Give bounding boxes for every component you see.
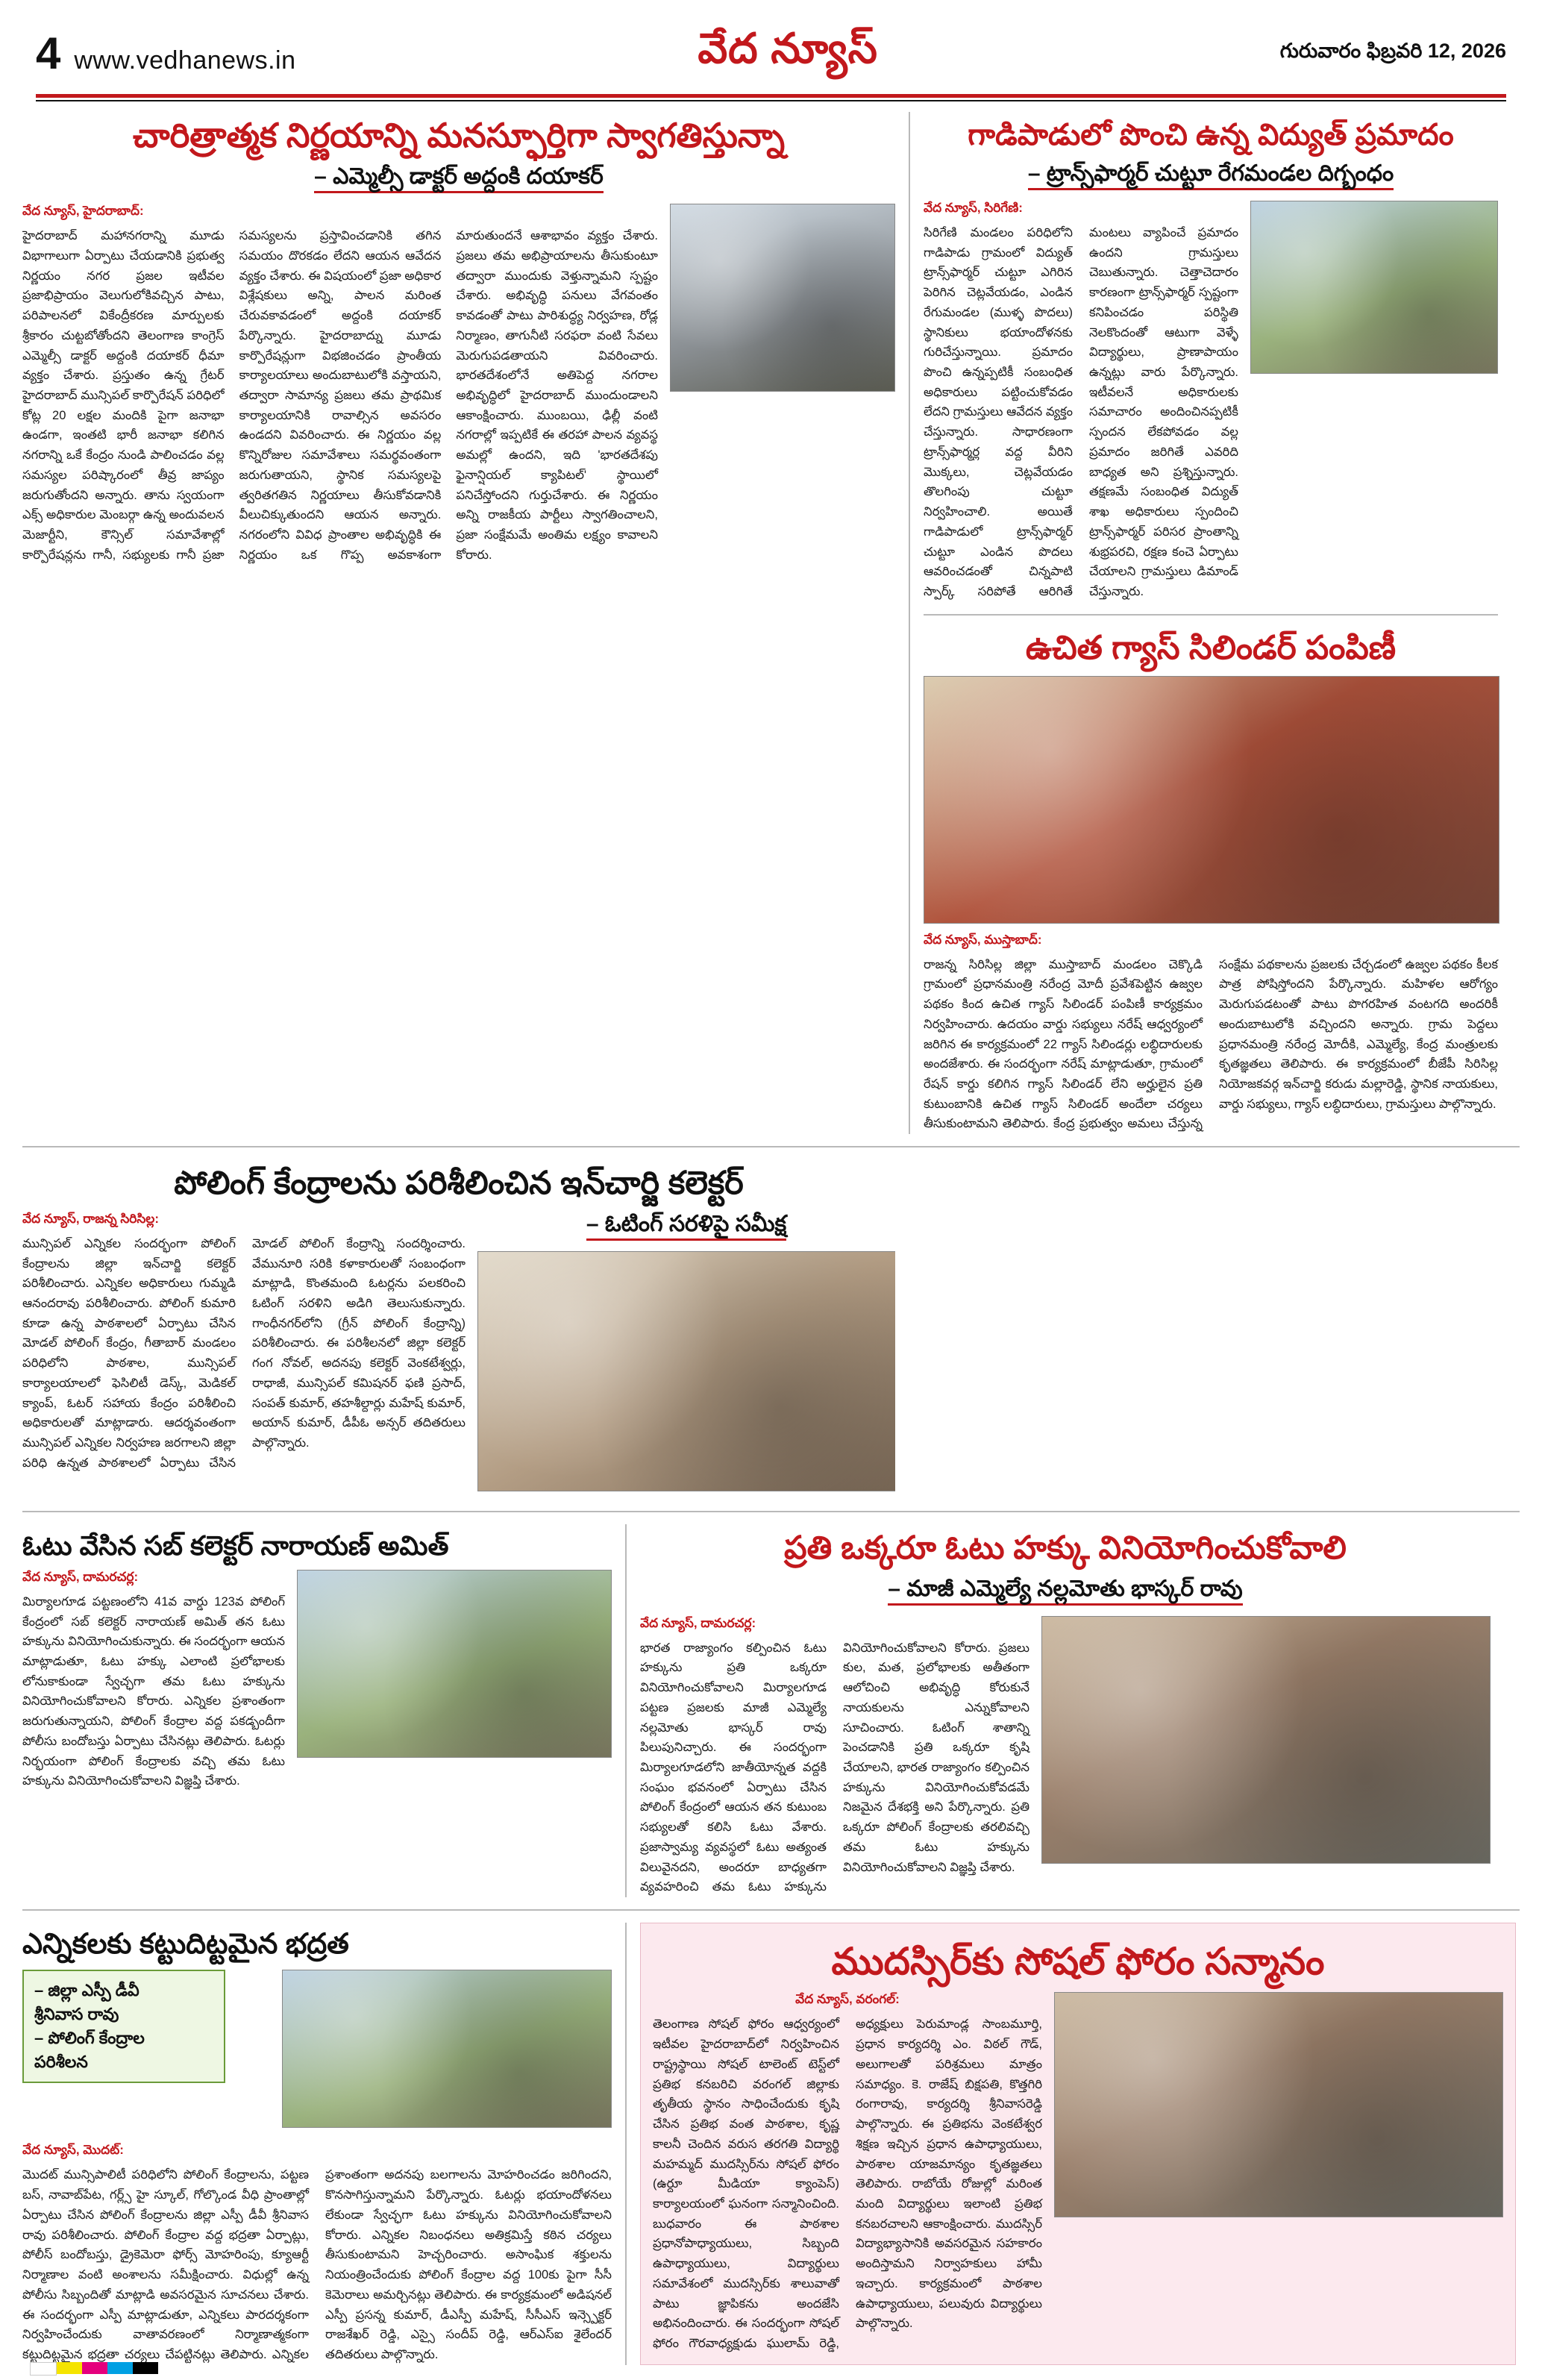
polling-byline: వేద న్యూస్, రాజన్న సిరిసిల్ల:: [22, 1211, 159, 1226]
colorbar-swatch-black: [133, 2362, 158, 2374]
masthead-left: [36, 28, 296, 78]
transformer-headline: గాడిపాడులో పొంచి ఉన్న విద్యుత్ ప్రమాదం: [968, 119, 1454, 151]
column-divider-4: [625, 1923, 627, 2365]
article-social-forum: [640, 1923, 1516, 2365]
masthead: [22, 19, 1520, 91]
gas-headline: ఉచిత గ్యాస్ సిలిండర్ పంపిణీ: [1025, 629, 1397, 666]
colorbar-swatch-magenta: [82, 2362, 107, 2374]
site-url[interactable]: www.vedhanews.in: [74, 46, 296, 75]
security-body: మెుదట్ మున్సిపాలిటీ పరిధిలోని పోలింగ్ కేంద్రాలను, పట్టణ బస్, నావాబ్‌పేట, గర్ల్స్ హై స్కూల్, గోల్కొండ వీధి ప్రాంతాల్లో ఏర్పాటు చేసిన పోలింగ్ కేంద్రాలను జిల్లా ఎస్పీ డీవీ శ్రీనివాస రావు పరిశీలించారు. పోలింగ్ కేంద్రాల వద్ద భద్రతా ఏర్పాట్లు, పోలీస్ బందోబస్తు, డ్రైకెమెరా ఫోర్స్ మోహరింపు, క్యూఆర్టీ నిర్మాణాల వంటి అంశాలను సమీక్షించారు. విధుల్లో ఉన్న పోలీసు సిబ్బందితో మాట్లాడి అవసరమైన సూచనలు చేశారు. ఈ సందర్భంగా ఎస్పీ మాట్లాడుతూ, ఎన్నికలు పారదర్శకంగా నిర్వహించేందుకు వాతావరణంలో నిర్మాణాత్మకంగా కట్టుదిట్టమైన భద్రతా చర్యలు చేపట్టినట్లు తెలిపారు. ఎన్నికల ప్రశాంతంగా అదనపు బలగాలను మోహరించడం జరిగిందని, కొనసాగిస్తున్నామని పేర్కొన్నారు. ఓటర్లు భయాందోళనలు లేకుండా స్వేచ్ఛగా ఓటు హక్కును వినియోగించుకోవాలని కోరారు. ఎన్నికల నిబంధనలు అతిక్రమిస్తే కఠిన చర్యలు తీసుకుంటామని హెచ్చరించారు. అసాంఘిక శక్తులను నియంత్రించేందుకు పోలింగ్ కేంద్రాల వద్ద 100కు పైగా సీసీ కెమెరాలు అమర్చినట్లు తెలిపారు. ఈ కార్యక్రమంలో అడిషనల్ ఎస్పీ ప్రసన్న కుమార్, డీఎస్పీ మహేష్, సీసీఎస్ ఇన్స్పెక్టర్ రాజశేఖర్ రెడ్డి, ఎస్సై సందీప్ రెడ్డి, ఆర్ఎస్ఐ శైలేందర్ తదితరులు పాల్గొన్నారు.: [22, 2168, 612, 2361]
polling-subhead: – ఓటింగ్ సరళిపై సమీక్ష: [477, 1212, 895, 1242]
polling-photo-block: [477, 1212, 895, 1491]
cmyk-color-bar: [30, 2362, 158, 2376]
social-forum-byline: వేద న్యూస్, వరంగల్:: [795, 1992, 900, 2007]
social-forum-body: తెలంగాణ సోషల్ ఫోరం ఆధ్వర్యంలో ఇటీవల హైదరాబాద్‌లో నిర్వహించిన రాష్ట్రస్థాయి సోషల్ టాలెంట్ టెస్ట్‌లో ప్రతిభ కనబరిచి వరంగల్ జిల్లాకు తృతీయ స్థానం సాధించేందుకు కృషి చేసిన ప్రతిభ వంత పాఠశాల, కృష్ణ కాలనీ చెందిన వరుస తరగతి విద్యార్థి మహమ్మద్ ముదస్సిర్‌ను సోషల్ ఫోరం (ఉర్దూ మీడియా క్యాంపెస్) కార్యాలయంలో ఘనంగా సన్మానించింది. బుధవారం ఈ పాఠశాల ప్రధానోపాధ్యాయులు, సిబ్బంది ఉపాధ్యాయులు, విద్యార్థులు సమావేశంలో ముదస్సిర్‌కు శాలువాతో పాటు జ్ఞాపికను అందజేసి అభినందించారు. ఈ సందర్భంగా సోషల్ ఫోరం గౌరవాధ్యక్షుడు ఘులామ్ రెడ్డి, అధ్యక్షులు పెరుమాండ్ల సాంబమూర్తి, ప్రధాన కార్యదర్శి ఎం. విఠల్ గౌడ్, అలుగాలతో పరిశ్రమలు మాత్రం సమాధ్యం. కె. రాజేష్ బిక్షపతి, కొత్తగిరి రంగారావు, కార్యదర్శి శ్రీనివాసరెడ్డి పాల్గొన్నారు. ఈ ప్రతిభను వెంకటేశ్వర శిక్షణ ఇచ్చిన ప్రధాన ఉపాధ్యాయులు, పాఠశాల యాజమాన్యం కృతజ్ఞతలు తెలిపారు. రాబోయే రోజుల్లో మరింత మంది విద్యార్థులు ఇలాంటి ప్రతిభ కనబరచాలని ఆకాంక్షించారు. ముదస్సిర్ విద్యాభ్యాసానికి అవసరమైన సహకారం అందిస్తామని నిర్వాహకులు హామీ ఇచ్చారు. కార్యక్రమంలో పాఠశాల ఉపాధ్యాయులు, పలువురు విద్యార్థులు పాల్గొన్నారు.: [653, 2017, 1042, 2350]
polling-headline: పోలింగ్ కేంద్రాలను పరిశీలించిన ఇన్‌చార్జి కలెక్టర్: [174, 1165, 744, 1202]
article-polling: [22, 1159, 895, 1499]
masthead-rule-red: [36, 94, 1506, 98]
right-column-top: [924, 112, 1498, 1134]
section-divider-1: [924, 614, 1498, 616]
former-mla-voting-photo: [1041, 1616, 1491, 1864]
page-number: 4: [36, 28, 61, 78]
masthead-rule-thin: [36, 100, 1506, 101]
transformer-hazard-photo: [1250, 201, 1498, 374]
free-gas-cylinder-distribution-photo: [924, 676, 1499, 924]
article-security: [22, 1923, 612, 2365]
row-polling: [22, 1159, 1520, 1499]
publication-title: వేద న్యూస్: [698, 25, 878, 72]
security-byline: వేద న్యూస్, మెుదట్:: [22, 2143, 124, 2158]
lead-subhead: – ఎమ్మెల్సీ డాక్టర్ అద్దంకి దయాకర్: [22, 164, 895, 195]
row-middle: [22, 1524, 1520, 1897]
article-gas: [924, 627, 1498, 1134]
polling-body: మున్సిపల్ ఎన్నికల సందర్భంగా పోలింగ్ కేంద్రాలను జిల్లా ఇన్‌చార్జి కలెక్టర్ పరిశీలించారు. ఎన్నికల అధికారులు గుమ్మడి ఆనందరావు పరిశీలించారు. పోలింగ్ కుమారి కూడా ఉన్న పాఠశాలలో ఏర్పాటు చేసిన మోడల్ పోలింగ్ కేంద్రం, గీతాబార్ మండలం పరిధిలోని పాఠశాల, మున్సిపల్ కార్యాలయాలలో ఫెసిలిటీ డెస్క్, మెడికల్ క్యాంప్, ఓటర్ సహాయ కేంద్రం పరిశీలించి అధికారులతో మాట్లాడారు. ఆదర్శవంతంగా మున్సిపల్ ఎన్నికల నిర్వహణ జరగాలని జిల్లా పరిధి ఉన్నత పాఠశాలలో ఏర్పాటు చేసిన మోడల్ పోలింగ్ కేంద్రాన్ని సందర్శించారు. వేమునూరి సరికి కళాకారులతో సంబంధంగా మాట్లాడి, కొంతమంది ఓటర్లను పలకరించి ఓటింగ్ సరళిని అడిగి తెలుసుకున్నారు. గాంధీనగర్‌లోని (గ్రీన్ పోలింగ్ కేంద్రాన్ని) పరిశీలించారు. ఈ పరిశీలనలో జిల్లా కలెక్టర్ గంగ నోవల్, అదనపు కలెక్టర్ వెంకటేశ్వర్లు, రాధాజీ, మున్సిపల్ కమిషనర్ ఫణి ప్రసాద్, సంపత్ కుమార్, తహశీల్దార్లు మహేష్ కుమార్, అయాన్ కుమార్, డీపీఓ అన్సర్ తదితరులు పాల్గొన్నారు.: [22, 1236, 466, 1470]
vote-right-body: భారత రాజ్యాంగం కల్పించిన ఓటు హక్కును ప్రతి ఒక్కరూ వినియోగించుకోవాలని మిర్యాలగూడ పట్టణ ప్రజలకు మాజీ ఎమ్మెల్యే నల్లమోతు భాస్కర్ రావు పిలుపునిచ్చారు. ఈ సందర్భంగా మిర్యాలగూడలోని జాతీయోన్నత వద్దకి సంఘం భవనంలో ఏర్పాటు చేసిన పోలింగ్ కేంద్రంలో ఆయన తన కుటుంబ సభ్యులతో కలిసి ఓటు వేశారు. ప్రజాస్వామ్య వ్యవస్థలో ఓటు అత్యంత విలువైనదని, అందరూ బాధ్యతగా వ్యవహరించి తమ ఓటు హక్కును వినియోగించుకోవాలని కోరారు. ప్రజలు కుల, మత, ప్రలోభాలకు అతీతంగా ఆలోచించి అభివృద్ధి కోరుకునే నాయకులను ఎన్నుకోవాలని సూచించారు. ఓటింగ్ శాతాన్ని పెంచడానికి ప్రతి ఒక్కరూ కృషి చేయాలని, భారత రాజ్యాంగం కల్పించిన హక్కును వినియోగించుకోవడమే నిజమైన దేశభక్తి అని పేర్కొన్నారు. ప్రతి ఒక్కరూ పోలింగ్ కేంద్రాలకు తరలివచ్చి తమ ఓటు హక్కును వినియోగించుకోవాలని విజ్ఞప్తి చేశారు.: [640, 1641, 1029, 1894]
social-forum-headline: ముదస్సిర్‌కు సోషల్ ఫోరం సన్మానం: [831, 1940, 1325, 1982]
security-headline: ఎన్నికలకు కట్టుదిట్టమైన భద్రత: [22, 1928, 349, 1960]
row-top: [22, 112, 1520, 1134]
publication-date: గురువారం ఫిబ్రవరి 12, 2026: [1279, 40, 1506, 62]
police-security-photo: [282, 1970, 612, 2128]
article-transformer: [924, 116, 1498, 602]
lead-body: హైదరాబాద్ మహానగరాన్ని మూడు విభాగాలుగా ఏర్పాటు చేయడానికి ప్రభుత్వ నిర్ణయం నగర ప్రజల ఇటీవల ప్రజాభిప్రాయం వెలుగులోకివచ్చిన పాటు, పరిపాలనలో వికేంద్రీకరణ మార్పులకు శ్రీకారం చుట్టబోతోందని తెలంగాణ కాంగ్రెస్ ఎమ్మెల్సీ డాక్టర్ అద్దంకి దయాకర్ ధీమా వ్యక్తం చేశారు. ప్రస్తుతం ఉన్న గ్రేటర్ హైదరాబాద్ మున్సిపల్ కార్పొరేషన్ పరిధిలో కోట్ల 20 లక్షల మందికి పైగా జనాభా ఉండగా, ఇంతటి భారీ జనాభా కలిగిన నగరాన్ని ఒకే కేంద్రం నుండి పాలించడం వల్ల సమస్యల పరిష్కారంలో తీవ్ర జాప్యం జరుగుతోందని అన్నారు. తాను స్వయంగా ఎక్స్ అధికారుల మెంబర్గా ఉన్న అందువలన మెజార్టీని, కౌన్సిల్ సమావేశాల్లో కార్పొరేషన్లను గానీ, సభ్యులకు గానీ ప్రజా సమస్యలను ప్రస్తావించడానికి తగిన సమయం దొరకడం లేదని ఆయన ఆవేదన వ్యక్తం చేశారు. ఈ విషయంలో ప్రజా అధికార విశ్లేషకులు అన్ని, పాలన మరింత చేరువకావడంలో అద్దంకి దయాకర్ పేర్కొన్నారు. హైదరాబాద్ను మూడు కార్పొరేషన్లుగా విభజించడం ప్రాంతీయ కార్యాలయాలు అందుబాటులోకి వస్తాయని, తద్వారా సామాన్య ప్రజలు తమ ప్రాథమిక కార్యాలయానికి రావాల్సిన అవసరం ఉండదని వివరించారు. ఈ నిర్ణయం వల్ల కొన్నిరోజుల సమావేశాలు సమర్థవంతంగా జరుగుతాయని, స్థానిక సమస్యలపై త్వరితగతిన నిర్ణయాలు తీసుకోవడానికి వీలుచిక్కుతుందని ఆయన అన్నారు. నగరంలోని వివిధ ప్రాంతాల అభివృద్ధికి ఈ నిర్ణయం ఒక గొప్ప అవకాశంగా మారుతుందనే ఆశాభావం వ్యక్తం చేశారు. ప్రజలు తమ అభిప్రాయాలను తీసుకుంటూ తద్వారా ముందుకు వెళ్తున్నామని స్పష్టం చేశారు. అభివృద్ధి పనులు వేగవంతం కావడంతో పాటు పారిశుద్ధ్య నిర్వహణ, రోడ్ల నిర్మాణం, తాగునీటి సరఫరా వంటి సేవలు మెరుగుపడతాయని వివరించారు. భారతదేశంలోనే అతిపెద్ద నగరాల అభివృద్ధిలో హైదరాబాద్ ముందుండాలని ఆకాంక్షించారు. ముంబయి, ఢిల్లీ వంటి నగరాల్లో ఇప్పటికే ఈ తరహా పాలన వ్యవస్థ అమల్లో ఉందని, ఇది 'భారతదేశపు ఫైనాన్షియల్ క్యాపిటల్' స్థాయిలో పనిచేస్తోందని గుర్తుచేశారు. ఈ నిర్ణయం అన్ని రాజకీయ పార్టీలు స్వాగతించాలని, ప్రజా సంక్షేమమే అంతిమ లక్ష్యం కావాలని కోరారు.: [22, 229, 658, 562]
article-lead: [22, 112, 895, 1134]
polling-station-inspection-photo: [477, 1251, 895, 1491]
security-tag-box: – జిల్లా ఎస్పీ డీవీ శ్రీనివాస రావు – పోలింగ్ కేంద్రాల పరిశీలన: [22, 1970, 225, 2083]
gas-body: రాజన్న సిరిసిల్ల జిల్లా ముస్తాబాద్ మండలం చెక్కొడి గ్రామంలో ప్రధానమంత్రి నరేంద్ర మోదీ ప్రవేశపెట్టిన ఉజ్వల పథకం కింద ఉచిత గ్యాస్ సిలిండర్ పంపిణీ కార్యక్రమం నిర్వహించారు. ఉదయం వార్డు సభ్యులు నరేష్ ఆధ్వర్యంలో జరిగిన ఈ కార్యక్రమంలో 22 గ్యాస్ సిలిండర్లు లబ్ధిదారులకు అందజేశారు. ఈ సందర్భంగా నరేష్ మాట్లాడుతూ, గ్రామంలో రేషన్ కార్డు కలిగిన గ్యాస్ సిలిండర్ లేని అర్హులైన ప్రతి కుటుంబానికి ఉచిత గ్యాస్ సిలిండర్ అందేలా చర్యలు తీసుకుంటామని తెలిపారు. కేంద్ర ప్రభుత్వం అమలు చేస్తున్న సంక్షేమ పథకాలను ప్రజలకు చేర్చడంలో ఉజ్వల పథకం కీలక పాత్ర పోషిస్తోందని పేర్కొన్నారు. మహిళల ఆరోగ్యం మెరుగుపడటంతో పాటు పొగరహిత వంటగది అందరికీ అందుబాటులోకి వచ్చిందని అన్నారు. గ్రామ పెద్దలు ప్రధానమంత్రి నరేంద్ర మోదీకి, ఎమ్మెల్యే, కేంద్ర మంత్రులకు కృతజ్ఞతలు తెలిపారు. ఈ కార్యక్రమంలో బీజేపీ సిరిసిల్ల నియోజకవర్గ ఇన్‌చార్జి కరుడు మల్లారెడ్డి, స్థానిక నాయకులు, వార్డు సభ్యులు, గ్యాస్ లబ్ధిదారులు, గ్రామస్తులు పాల్గొన్నారు.: [924, 957, 1498, 1131]
lead-byline: వేద న్యూస్, హైదరాబాద్:: [22, 204, 144, 219]
article-subcollector: [22, 1524, 612, 1897]
vote-right-subhead: – మాజీ ఎమ్మెల్యే నల్లమోతు భాస్కర్ రావు: [640, 1576, 1491, 1607]
transformer-subhead: – ట్రాన్స్‌ఫార్మర్ చుట్టూ రేగమండల దిగ్బంధం: [924, 161, 1498, 192]
transformer-byline: వేద న్యూస్, సిరిగేణి:: [924, 201, 1023, 215]
mlc-portrait-photo: [670, 204, 895, 392]
subcollector-body: మిర్యాలగూడ పట్టణంలోని 41వ వార్డు 123వ పోలింగ్ కేంద్రంలో సబ్ కలెక్టర్ నారాయణ్ అమిత్ తన ఓటు హక్కును వినియోగించుకున్నారు. ఈ సందర్భంగా ఆయన మాట్లాడుతూ, ఓటు హక్కు ఎలాంటి ప్రలోభాలకు లోనుకాకుండా స్వేచ్ఛగా తమ ఓటు హక్కును వినియోగించుకోవాలని కోరారు. ఎన్నికల ప్రశాంతంగా జరుగుతున్నాయని, పోలింగ్ కేంద్రాల వద్ద పకడ్బందీగా పోలీసు బందోబస్తు ఏర్పాటు చేసినట్లు తెలిపారు. ఓటర్లు నిర్భయంగా పోలింగ్ కేంద్రాలకు వచ్చి తమ ఓటు హక్కును వినియోగించుకోవాలని విజ్ఞప్తి చేశారు.: [22, 1594, 285, 1788]
subcollector-byline: వేద న్యూస్, దామరచర్ల:: [22, 1569, 139, 1584]
vote-right-headline: ప్రతి ఒక్కరూ ఓటు హక్కు వినియోగించుకోవాలి: [784, 1529, 1347, 1566]
lead-headline: చారిత్రాత్మక నిర్ణయాన్ని మనస్ఫూర్తిగా స్వాగతిస్తున్నా: [132, 116, 785, 154]
colorbar-swatch-white: [30, 2362, 57, 2376]
vote-right-byline: వేద న్యూస్, దామరచర్ల:: [640, 1615, 756, 1630]
subcollector-headline: ఓటు వేసిన సబ్ కలెక్టర్ నారాయణ్ అమిత్: [22, 1529, 449, 1561]
article-vote-right: [640, 1524, 1491, 1897]
colorbar-swatch-yellow: [57, 2362, 82, 2374]
sub-collector-voting-photo: [297, 1570, 612, 1758]
row-divider-2: [22, 1511, 1520, 1512]
transformer-body: సిరిగేణి మండలం పరిధిలోని గాడిపాడు గ్రామంలో విద్యుత్ ట్రాన్స్‌ఫార్మర్ చుట్టూ ఎగిరిన పెరిగిన చెట్లవేయడం, ఎండిన రేగుమండల (ముళ్ళ పొదలు) స్థానికులు భయాందోళనకు గురిచేస్తున్నాయి. ప్రమాదం పొంచి ఉన్నప్పటికీ సంబంధిత అధికారులు పట్టించుకోవడం లేదని గ్రామస్తులు ఆవేదన వ్యక్తం చేస్తున్నారు. సాధారణంగా ట్రాన్స్‌ఫార్మర్ల వద్ద వీరిని మెుక్కలు, చెట్లవేయడం తొలగింపు చుట్టూ నిర్వహించాలి. అయితే గాడిపాడులో ట్రాన్స్‌ఫార్మర్ చుట్టూ ఎండిన పొదలు ఆవరించడంతో చిన్నపాటి స్పార్క్ సరిపోతే ఆరిగితే మంటలు వ్యాపించే ప్రమాదం ఉందని గ్రామస్తులు చెబుతున్నారు. చెత్తాచెదారం కారణంగా ట్రాన్స్‌ఫార్మర్ స్పష్టంగా కనిపించడం పరిస్థితి నెలకొందంతో ఆటుగా వెళ్ళే విద్యార్థులు, ప్రాణాపాయం ఉన్నట్లు వారు పేర్కొన్నారు. ఇటీవలనే అధికారులకు సమాచారం అందించినప్పటికీ స్పందన లేకపోవడం వల్ల ప్రమాదం జరిగితే ఎవరిది బాధ్యత అని ప్రశ్నిస్తున్నారు. తక్షణమే సంబంధిత విద్యుత్ శాఖ అధికారులు స్పందించి ట్రాన్స్‌ఫార్మర్ పరిసర ప్రాంతాన్ని శుభ్రపరచి, రక్షణ కంచె ఏర్పాటు చేయాలని గ్రామస్తులు డిమాండ్ చేస్తున్నారు.: [924, 226, 1238, 598]
social-forum-felicitation-photo: [1054, 1992, 1503, 2217]
column-divider-1: [909, 112, 910, 1134]
column-divider-3: [625, 1524, 627, 1897]
gas-byline: వేద న్యూస్, ముస్తాబాద్:: [924, 932, 1042, 947]
row-bottom: [22, 1923, 1520, 2365]
row-polling-spacer: [924, 1159, 1498, 1499]
row-divider-3: [22, 1909, 1520, 1911]
colorbar-swatch-cyan: [107, 2362, 133, 2374]
row-divider-1: [22, 1146, 1520, 1147]
